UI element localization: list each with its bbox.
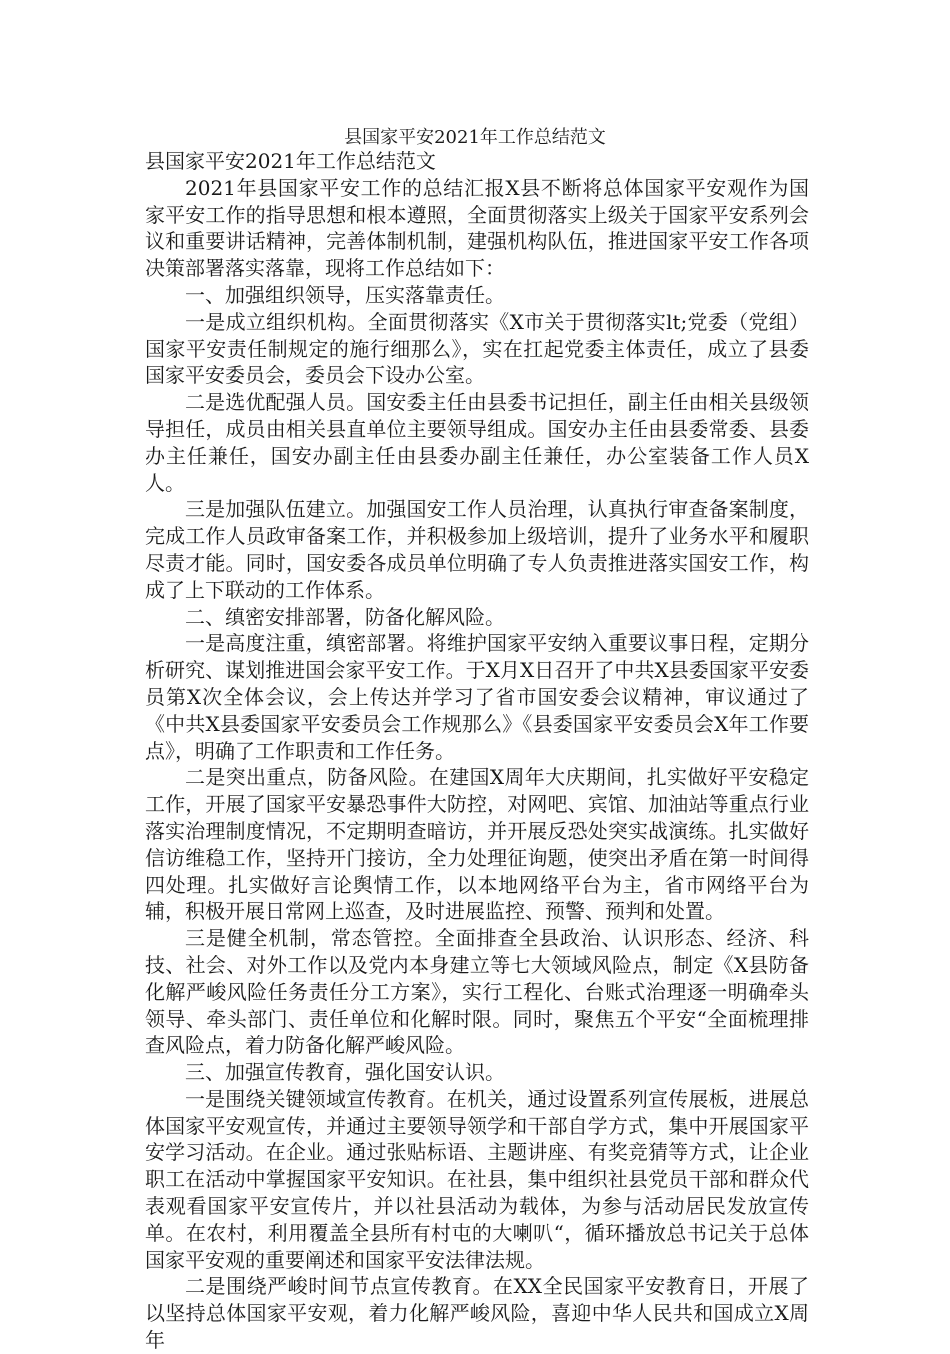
body-heading-line: 县国家平安2021年工作总结范文 xyxy=(145,149,436,173)
document-title: 县国家平安2021年工作总结范文 xyxy=(344,127,606,148)
paragraph-2-2: 二是突出重点，防备风险。在建国X周年大庆期间，扎实做好平安稳定工作，开展了国家平安暴恐事件大防控，对网吧、宾馆、加油站等重点行业落实治理制度情况，不定期明查暗访，并开展反恐处突实战演练。扎实做好信访维稳工作，坚持开门接访，全力处理征询题，使突出矛盾在第一时间得四处理。扎实做好言论舆情工作，以本地网络平台为主，省市网络平台为辅，积极开展日常网上巡查，及时进展监控、预警、预判和处置。 xyxy=(145,765,809,924)
paragraph-3-1: 一是围绕关键领域宣传教育。在机关，通过设置系列宣传展板，进展总体国家平安观宣传，并通过主要领导领学和干部自学方式，集中开展国家平安学习活动。在企业。通过张贴标语、主题讲座、有奖竞猜等方式，让企业职工在活动中掌握国家平安知识。在社县，集中组织社县党员干部和群众代表观看国家平安宣传片，并以社县活动为载体，为参与活动居民发放宣传单。在农村，利用覆盖全县所有村屯的大喇叭“，循环播放总书记关于总体国家平安观的重要阐述和国家平安法律法规。 xyxy=(145,1086,809,1272)
paragraph-3-2: 二是围绕严峻时间节点宣传教育。在XX全民国家平安教育日，开展了以坚持总体国家平安观，着力化解严峻风险，喜迎中华人民共和国成立X周年 xyxy=(145,1274,809,1353)
paragraph-2-3: 三是健全机制，常态管控。全面排查全县政治、认识形态、经济、科技、社会、对外工作以及党内本身建立等七大领域风险点，制定《X县防备化解严峻风险任务责任分工方案》，实行工程化、台账式治理逐一明确牵头领导、牵头部门、责任单位和化解时限。同时，聚焦五个平安“全面梳理排查风险点，着力防备化解严峻风险。 xyxy=(145,926,809,1058)
paragraph-intro: 2021年县国家平安工作的总结汇报X县不断将总体国家平安观作为国家平安工作的指导思想和根本遵照，全面贯彻落实上级关于国家平安系列会议和重要讲话精神，完善体制机制，建强机构队伍，推进国家平安工作各项决策部署落实落靠，现将工作总结如下： xyxy=(145,175,809,281)
paragraph-1-3: 三是加强队伍建立。加强国安工作人员治理，认真执行审查备案制度，完成工作人员政审备案工作，并积极参加上级培训，提升了业务水平和履职尽责才能。同时，国安委各成员单位明确了专人负责推进落实国安工作，构成了上下联动的工作体系。 xyxy=(145,497,809,602)
paragraph-2-1: 一是高度注重，缜密部署。将维护国家平安纳入重要议事日程，定期分析研究、谋划推进国会家平安工作。于X月X日召开了中共X县委国家平安委员第X次全体会议，会上传达并学习了省市国安委会议精神，审议通过了《中共X县委国家平安委员会工作规那么》《县委国家平安委员会X年工作要点》，明确了工作职责和工作任务。 xyxy=(145,631,809,763)
paragraph-1-2: 二是选优配强人员。国安委主任由县委书记担任，副主任由相关县级领导担任，成员由相关县直单位主要领导组成。国安办主任由县委常委、县委办主任兼任，国安办副主任由县委办副主任兼任，办公室装备工作人员X人。 xyxy=(145,390,809,495)
section-heading-1: 一、加强组织领导，压实落靠责任。 xyxy=(185,282,505,307)
section-heading-3: 三、加强宣传教育，强化国安认识。 xyxy=(185,1060,505,1085)
document-body xyxy=(145,148,809,1354)
section-heading-2: 二、缜密安排部署，防备化解风险。 xyxy=(185,604,505,629)
paragraph-1-1: 一是成立组织机构。全面贯彻落实《X市关于贯彻落实lt;党委（党组）国家平安责任制规定的施行细那么》，实在扛起党委主体责任，成立了县委国家平安委员会，委员会下设办公室。 xyxy=(145,309,809,388)
